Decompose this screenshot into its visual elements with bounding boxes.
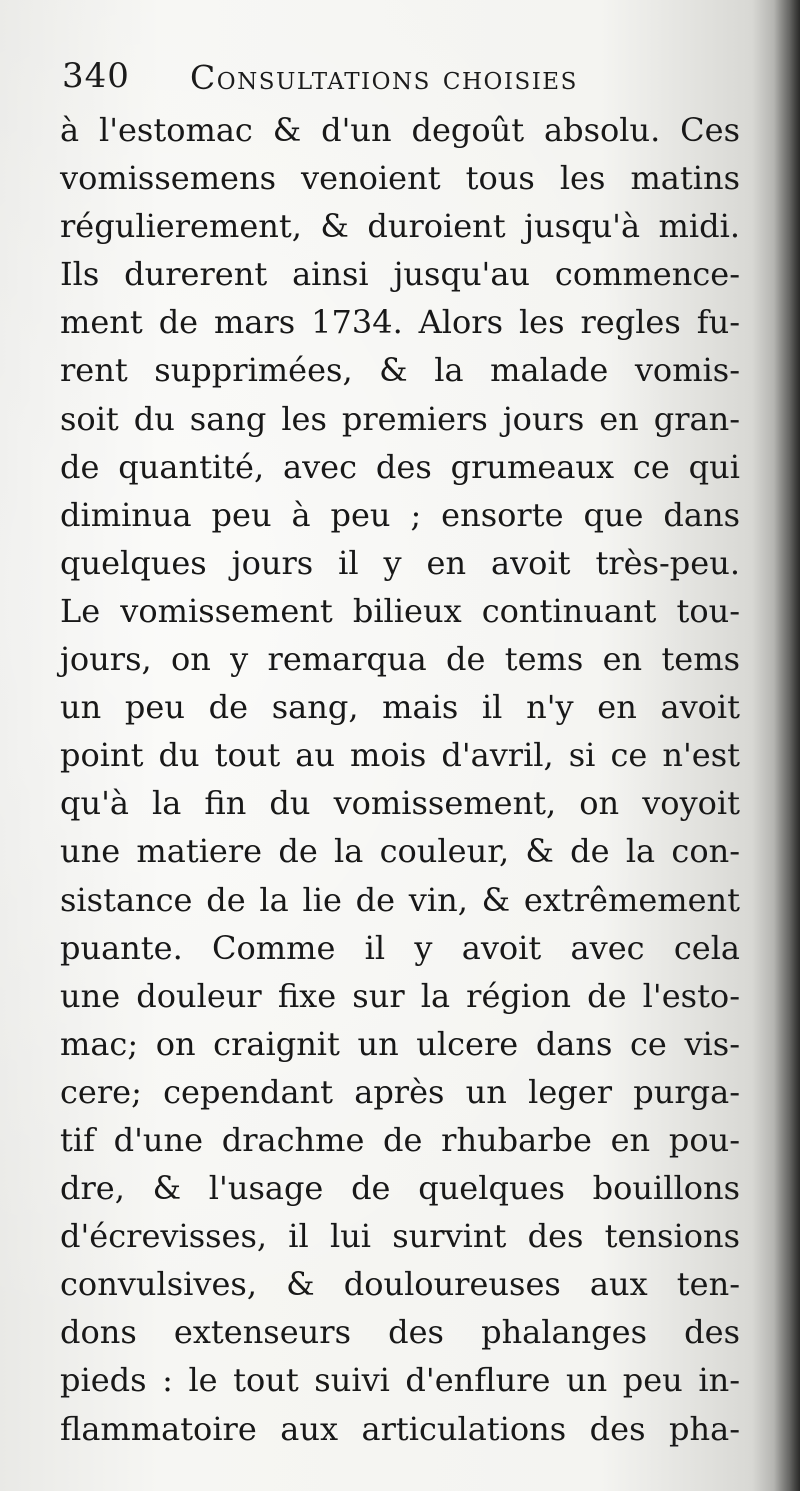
text-line: une douleur fixe sur la région de l'esto- <box>60 976 740 1015</box>
page-edge-shadow <box>774 0 800 1491</box>
text-line: à l'estomac & d'un degoût absolu. Ces <box>60 111 740 149</box>
text-line: sistance de la lie de vin, & extrêmement <box>60 880 740 919</box>
text-line: tif d'une drachme de rhubarbe en pou- <box>60 1120 740 1159</box>
text-line: Ils durerent ainsi jusqu'au commence- <box>60 255 740 294</box>
text-line: point du tout au mois d'avril, si ce n'est <box>60 736 740 775</box>
text-line: vomissemens venoient tous les matins <box>60 159 740 198</box>
text-line: puante. Comme il y avoit avec cela <box>60 928 740 967</box>
text-line: ment de mars 1734. Alors les regles fu- <box>60 303 740 342</box>
text-line: un peu de sang, mais il n'y en avoit <box>60 688 740 727</box>
text-line: une matiere de la couleur, & de la con- <box>60 832 740 871</box>
text-line: quelques jours il y en avoit très-peu. <box>60 543 740 582</box>
text-line: jours, on y remarqua de tems en tems <box>60 640 740 679</box>
text-line: cere; cependant après un leger purga- <box>60 1072 740 1111</box>
text-line: de quantité, avec des grumeaux ce qui <box>60 447 740 486</box>
body-text <box>60 106 740 1453</box>
text-line: mac; on craignit un ulcere dans ce vis- <box>60 1024 740 1063</box>
text-line: d'écrevisses, il lui survint des tensions <box>60 1217 740 1256</box>
text-line: qu'à la fin du vomissement, on voyoit <box>60 784 740 823</box>
text-line: dre, & l'usage de quelques bouillons <box>60 1169 740 1208</box>
text-line: pieds : le tout suivi d'enflure un peu in- <box>60 1361 740 1400</box>
page-number: 340 <box>62 56 130 96</box>
running-title: Consultations choisies <box>190 58 578 97</box>
text-line: soit du sang les premiers jours en gran- <box>60 399 740 438</box>
text-line: diminua peu à peu ; ensorte que dans <box>60 495 740 534</box>
text-line: rent supprimées, & la malade vomis- <box>60 351 740 390</box>
text-line: convulsives, & douloureuses aux ten- <box>60 1265 740 1304</box>
text-line: dons extenseurs des phalanges des <box>60 1313 740 1352</box>
text-line: Le vomissement bilieux continuant tou- <box>60 591 740 630</box>
text-line: régulierement, & duroient jusqu'à midi. <box>60 207 740 246</box>
text-line: flammatoire aux articulations des pha- <box>60 1409 740 1448</box>
page-header <box>62 52 702 100</box>
